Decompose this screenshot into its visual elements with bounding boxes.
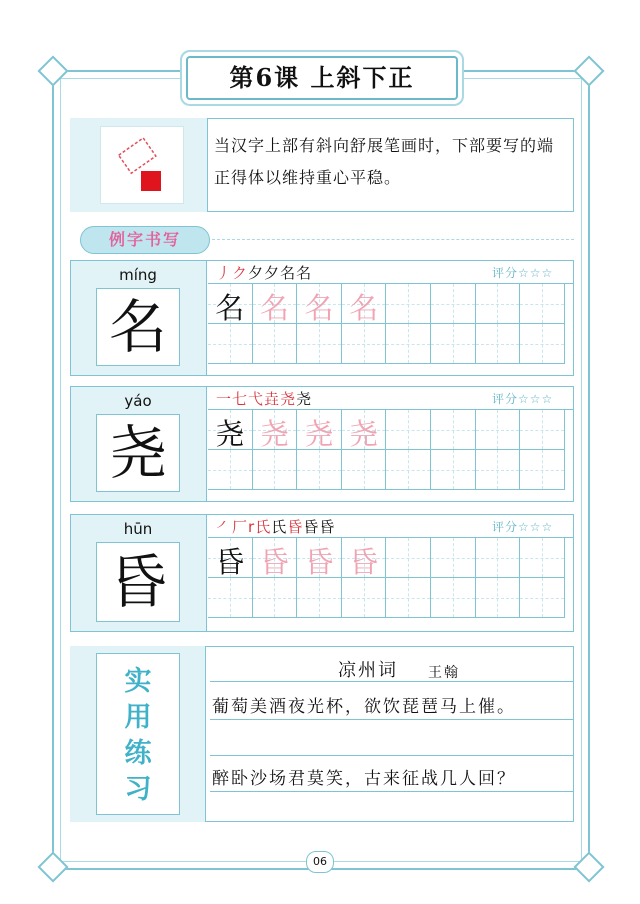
grid-cell[interactable] bbox=[342, 578, 387, 618]
grid-cell[interactable] bbox=[431, 410, 476, 450]
trace-character: 尧 bbox=[304, 417, 334, 451]
stroke-order bbox=[216, 262, 312, 283]
grid-cell[interactable] bbox=[476, 578, 521, 618]
sample-character: 昏 bbox=[215, 545, 245, 579]
trace-character: 名 bbox=[304, 291, 334, 325]
practice-label bbox=[96, 664, 180, 808]
stroke-step: 氏 bbox=[255, 518, 272, 536]
pinyin: yáo bbox=[124, 392, 152, 410]
grid-cell[interactable] bbox=[253, 538, 298, 578]
sample-character: 名 bbox=[215, 291, 245, 325]
grid-cell[interactable] bbox=[520, 578, 565, 618]
grid-cell[interactable] bbox=[386, 324, 431, 364]
grid-cell[interactable] bbox=[342, 284, 387, 324]
grid-cell[interactable] bbox=[386, 450, 431, 490]
trace-character: 尧 bbox=[259, 417, 289, 451]
model-character: 名 bbox=[108, 293, 167, 361]
grid-cell[interactable] bbox=[253, 578, 298, 618]
grid-cell[interactable] bbox=[342, 324, 387, 364]
structure-icon bbox=[100, 126, 184, 204]
grid-cell[interactable] bbox=[431, 450, 476, 490]
grid-cell[interactable] bbox=[297, 578, 342, 618]
grid-cell[interactable] bbox=[476, 410, 521, 450]
stroke-step: 夕 bbox=[248, 264, 265, 282]
writing-grid bbox=[208, 538, 565, 618]
grid-cell[interactable] bbox=[431, 284, 476, 324]
grid-cell[interactable] bbox=[520, 538, 565, 578]
grid-cell[interactable] bbox=[208, 284, 253, 324]
trace-character: 昏 bbox=[259, 545, 289, 579]
practice-label-char: 练 bbox=[124, 738, 152, 769]
stroke-step: 昏 bbox=[303, 518, 320, 536]
rating-stars[interactable]: 评分☆☆☆ bbox=[492, 392, 554, 406]
poem-author: 王翰 bbox=[428, 665, 460, 681]
trace-character: 昏 bbox=[304, 545, 334, 579]
stroke-step: 一 bbox=[216, 390, 233, 408]
trace-character: 名 bbox=[349, 291, 379, 325]
stroke-step: 昏 bbox=[287, 518, 304, 536]
stroke-step: 夕 bbox=[264, 264, 281, 282]
grid-cell[interactable] bbox=[476, 324, 521, 364]
grid-cell[interactable] bbox=[431, 324, 476, 364]
model-character-box bbox=[96, 414, 180, 492]
grid-cell[interactable] bbox=[253, 450, 298, 490]
rating-stars[interactable]: 评分☆☆☆ bbox=[492, 266, 554, 280]
grid-cell[interactable] bbox=[253, 284, 298, 324]
grid-cell[interactable] bbox=[386, 410, 431, 450]
grid-cell[interactable] bbox=[253, 410, 298, 450]
grid-cell[interactable] bbox=[208, 324, 253, 364]
stroke-order bbox=[216, 388, 312, 409]
stroke-step: r bbox=[248, 518, 256, 536]
grid-cell[interactable] bbox=[386, 538, 431, 578]
grid-cell[interactable] bbox=[342, 410, 387, 450]
writing-grid bbox=[208, 284, 565, 364]
grid-cell[interactable] bbox=[297, 450, 342, 490]
practice-label-char: 习 bbox=[124, 774, 152, 805]
grid-cell[interactable] bbox=[297, 284, 342, 324]
grid-cell[interactable] bbox=[297, 324, 342, 364]
stroke-step: 名 bbox=[280, 264, 297, 282]
grid-cell[interactable] bbox=[297, 538, 342, 578]
page-number: 06 bbox=[306, 851, 334, 873]
grid-cell[interactable] bbox=[342, 538, 387, 578]
stroke-step: 昏 bbox=[319, 518, 336, 536]
grid-cell[interactable] bbox=[520, 410, 565, 450]
grid-cell[interactable] bbox=[297, 410, 342, 450]
trace-character: 名 bbox=[259, 291, 289, 325]
grid-cell[interactable] bbox=[520, 450, 565, 490]
stroke-order bbox=[216, 516, 335, 537]
writing-grid bbox=[208, 410, 565, 490]
grid-cell[interactable] bbox=[431, 538, 476, 578]
stroke-step: 丿 bbox=[216, 264, 233, 282]
lesson-title: 第6课 上斜下正 bbox=[229, 63, 415, 92]
model-character: 昏 bbox=[108, 548, 167, 616]
poem-line-1: 葡萄美酒夜光杯，欲饮琵琶马上催。 bbox=[212, 697, 516, 717]
grid-cell[interactable] bbox=[476, 450, 521, 490]
grid-cell[interactable] bbox=[208, 578, 253, 618]
grid-cell[interactable] bbox=[476, 538, 521, 578]
lesson-title-banner bbox=[186, 56, 458, 100]
trace-character: 尧 bbox=[349, 417, 379, 451]
stroke-step: 厂 bbox=[232, 518, 249, 536]
stroke-step: 垚 bbox=[264, 390, 281, 408]
intro-text: 当汉字上部有斜向舒展笔画时，下部要写的端正得体以维持重心平稳。 bbox=[214, 136, 555, 187]
grid-cell[interactable] bbox=[253, 324, 298, 364]
grid-cell[interactable] bbox=[342, 450, 387, 490]
poem-line-2: 醉卧沙场君莫笑，古来征战几人回？ bbox=[212, 769, 516, 789]
poem-blank-row[interactable] bbox=[210, 720, 574, 756]
section-tag: 例字书写 bbox=[80, 226, 210, 254]
grid-cell[interactable] bbox=[208, 410, 253, 450]
section-divider bbox=[212, 239, 574, 240]
grid-cell[interactable] bbox=[431, 578, 476, 618]
poem-blank-row[interactable] bbox=[210, 792, 574, 822]
stroke-step: 名 bbox=[296, 264, 313, 282]
practice-label-char: 实 bbox=[124, 666, 152, 697]
model-character-box bbox=[96, 288, 180, 366]
practice-label-char: 用 bbox=[124, 702, 152, 733]
stroke-step: 弋 bbox=[248, 390, 265, 408]
grid-cell[interactable] bbox=[386, 284, 431, 324]
model-character-box bbox=[96, 542, 180, 622]
pinyin: míng bbox=[119, 266, 157, 284]
pinyin: hūn bbox=[123, 520, 153, 538]
poem-title: 凉州词 bbox=[338, 660, 398, 681]
grid-cell[interactable] bbox=[208, 538, 253, 578]
grid-cell[interactable] bbox=[208, 450, 253, 490]
stroke-step: ㇒ bbox=[216, 518, 233, 536]
stroke-step: ク bbox=[232, 264, 249, 282]
sample-character: 尧 bbox=[215, 417, 245, 451]
grid-cell[interactable] bbox=[520, 284, 565, 324]
trace-character: 昏 bbox=[349, 545, 379, 579]
model-character: 尧 bbox=[108, 419, 167, 487]
stroke-step: 氏 bbox=[271, 518, 288, 536]
stroke-step: 尧 bbox=[280, 390, 297, 408]
grid-cell[interactable] bbox=[520, 324, 565, 364]
stroke-step: 尧 bbox=[296, 390, 313, 408]
stroke-step: 七 bbox=[232, 390, 249, 408]
rating-stars[interactable]: 评分☆☆☆ bbox=[492, 520, 554, 534]
grid-cell[interactable] bbox=[386, 578, 431, 618]
grid-cell[interactable] bbox=[476, 284, 521, 324]
